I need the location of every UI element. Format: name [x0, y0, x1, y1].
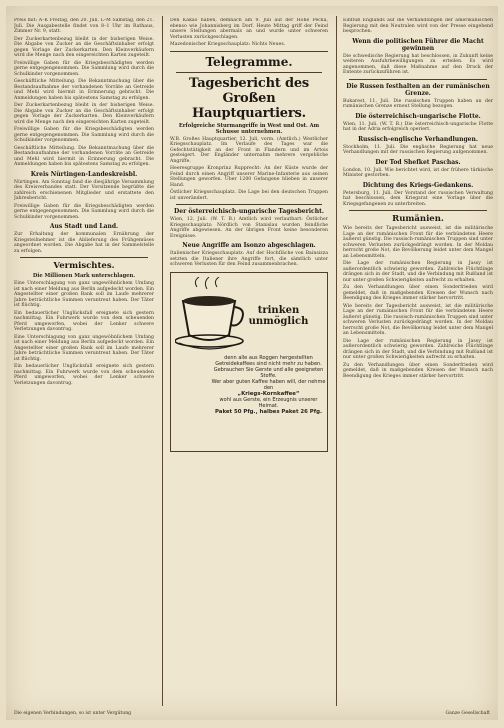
article-text: Die Lage der rumänischen Regierung in Jassy ist außerordentlich schwierig geworden. Zahlreiche Flüchtlinge drängen sich in der Stadt, und die Verbindung mit Rußland ist nur unter großen Schwierigkeiten aufrecht zu erhalten. — [343, 261, 493, 283]
article-text: Geschäftliche Mitteilung. Die Bekanntmachung über die Bestandsaufnahme der vorhandenen Vorräte an Getreide und Mehl wird hiermit in Erinnerung gebracht. Die Anmeldungen haben bis spätestens Samstag zu erfolgen. — [14, 79, 154, 101]
article-text: Petersburg, 11. Juli. Der Vorstand der russischen Verwaltung hat beschlossen, dem Kriegsrat eine Vorlage über die Kriegsgefangenen zu unterbreiten. — [343, 190, 493, 207]
article-text: Italienischer Kriegsschauplatz: Auf der Hochfläche von Bainsizza setzten die Italiener ihre Angriffe fort, die sämtlich unter schweren Verlusten für den Feind zusammenbrachen. — [170, 251, 328, 267]
section-heading: Aus Stadt und Land. — [49, 223, 119, 230]
article-text: Zur Erhaltung der kommunalen Ernährung der Kriegsteilnehmer ist die Ablieferung des Frühgemüses angeordnet worden. Die Abgabe hat in der Sammelstelle zu erfolgen. — [14, 232, 154, 254]
article-text: Freiwillige Gaben für die Kriegsbeschädigten werden gerne entgegengenommen. Die Sammlung wird durch die Schulkinder vorgenommen. — [14, 203, 154, 220]
divider — [349, 210, 487, 211]
ad-product-name: „Kriegs-Kornkaffee“ — [237, 390, 300, 397]
article-text: Die schwedische Regierung hat beschlossen, in Zukunft keine weiteren Ausfuhrbewilligungen zu erteilen. Es wird angenommen, daß diese Maßnahme auf den Druck der Entente zurückzuführen ist. — [343, 53, 493, 75]
article-text: Die Lage der rumänischen Regierung in Jassy ist außerordentlich schwierig geworden. Zahlreiche Flüchtlinge drängen sich in der Stadt, und die Verbindung mit Rußland ist nur unter großen Schwierigkeiten aufrecht zu erhalten. — [343, 338, 493, 360]
coffee-advertisement — [170, 272, 328, 452]
article-text: Zu den Verhandlungen über einen Sonderfrieden wird gemeldet, daß in maßgebenden Kreisen der Wunsch nach Beendigung des Krieges immer stärker hervortritt. — [343, 362, 493, 379]
ad-price: Paket 50 Pfg., halbes Paket 26 Pfg. — [215, 408, 322, 415]
article-text: Ein bedauerlicher Unglücksfall ereignete sich gestern nachmittag. Ein Fuhrwerk wurde von dem scheuenden Pferd umgeworfen, wobei der Lenker schwere Verletzungen davontrug. — [14, 364, 154, 386]
main-headline: Tagesbericht des Großen Hauptquartiers. — [188, 75, 310, 121]
ad-body-line: wohl aus Gerste, ein Erzeugnis unserer Heimat. — [219, 396, 318, 409]
section-heading: Dichtung des Kriegs-Gedankens. — [362, 181, 474, 189]
article-text: Freiwillige Gaben für die Kriegsbeschädigten werden gerne entgegengenommen. Die Sammlung wird durch die Schulkinder vorgenommen. — [14, 60, 154, 77]
ad-headline: trinken unmöglich — [248, 304, 309, 327]
article-text: Der Zuckerkartenbezug bleibt in der bisherigen Weise. Die Abgabe von Zucker an die Geschäftsinhaber erfolgt gegen Vorlage der Zuckerkarten. Den Kleinverkäufern wird die Menge nach den eingereichten Karten zugeteilt. — [14, 36, 154, 58]
article-text: Der Zuckerkartenbezug bleibt in der bisherigen Weise. Die Abgabe von Zucker an die Geschäftsinhaber erfolgt gegen Vorlage der Zuckerkarten. Den Kleinverkäufern wird die Menge nach den eingereichten Karten zugeteilt. — [14, 103, 154, 125]
article-text: Heeresgruppe Kronprinz Rupprecht: An der Küste wurde der Feind durch einen Angriff unserer Marine-Infanterie aus seinen Stellungen geworfen. Über 1200 Gefangene blieben in unserer Hand. — [170, 166, 328, 188]
column-right — [343, 18, 493, 706]
ad-text — [211, 355, 326, 415]
article-text: W.B. Großes Hauptquartier, 12. Juli, vorm. (Amtlich.) Westlicher Kriegsschauplatz. Im Verlaufe des Tages war die Gefechtstätigkeit an der Front in Flandern und im Artois gesteigert. Der Engländer unternahm mehrere vergebliche Angriffe. — [170, 136, 328, 164]
article-text: Wien, 12. Juli. (W. T. B.) Amtlich wird verlautbart: Östlicher Kriegsschauplatz: Nördlich von Stanislau wurden feindliche Angriffe abgewiesen. An der übrigen Front keine besonderen Ereignisse. — [170, 217, 328, 239]
article-text: Eine Unterschlagung von ganz ungewöhnlichem Umfang ist nach einer Meldung aus Berlin aufgedeckt worden. Ein Angestellter einer großen Bank soll im Laufe mehrerer Jahre beträchtliche Summen veruntreut haben. Der Täter ist flüchtig. — [14, 334, 154, 362]
article-text: Östlicher Kriegsschauplatz. Die Lage bei den deutschen Truppen ist unverändert. — [170, 190, 328, 201]
article-text: Wie bereits der Tagesbericht ausweist, ist die militärische Lage an der rumänischen Front für die verbündeten Heere äußerst günstig. Die russisch-rumänischen Truppen sind unter schweren Verlusten zurückgedrängt worden. In der Moldau herrscht große Not, die Bevölkerung leidet unter dem Mangel an Lebensmitteln. — [343, 226, 493, 259]
footer-right-text: Ganze Gesellschaft — [445, 711, 490, 716]
article-text: Einfluß Englands auf die Verhandlungen der amerikanischen Regierung mit den Neutralen wird von der Presse eingehend besprochen. — [343, 18, 493, 34]
article-text: Den Kakao haben, demnach am 9. Juli auf der Höhe Pecka, ebenso wie Johannisberg im Dorf. Heute Mittag griff der Feind unsere Stellungen abermals an und wurde unter schweren Verlusten zurückgeschlagen. — [170, 18, 328, 40]
article-subheading: Die Millionen Mark unterschlagen. — [32, 273, 136, 279]
ad-body-line: Wer aber guten Kaffee haben will, der nehme den — [211, 378, 326, 391]
footer-left-text: Die eigenen Verbindungen, so ist unter Vergütung — [14, 711, 132, 716]
divider — [176, 204, 322, 205]
section-heading: Telegramme. — [205, 54, 293, 69]
article-text: London, 10. Juli. Wie berichtet wird, ist der frühere türkische Minister gestorben. — [343, 167, 493, 178]
section-heading: Rumänien. — [392, 214, 444, 224]
article-text: Nürtingen. Am Sonntag fand die diesjährige Versammlung des Kreisverbandes statt. Der Vorsitzende begrüßte die zahlreich erschienenen Mitglieder und erstattete den Jahresbericht. — [14, 179, 154, 201]
article-text: Wie bereits der Tagesbericht ausweist, ist die militärische Lage an der rumänischen Front für die verbündeten Heere äußerst günstig. Die russisch-rumänischen Truppen sind unter schweren Verlusten zurückgedrängt worden. In der Moldau herrscht große Not, die Bevölkerung leidet unter dem Mangel an Lebensmitteln. — [343, 303, 493, 336]
section-heading: Die Russen festhalten an der rumänischen Grenze. — [346, 82, 490, 97]
page-footer — [14, 711, 490, 716]
divider — [176, 72, 322, 73]
article-text: Eine Unterschlagung von ganz ungewöhnlichem Umfang ist nach einer Meldung aus Berlin aufgedeckt worden. Ein Angestellter einer großen Bank soll im Laufe mehrerer Jahre beträchtliche Summen veruntreut haben. Der Täter ist flüchtig. — [14, 281, 154, 308]
section-heading: Der Tod Shefket Paschas. — [375, 158, 461, 166]
column-middle — [170, 18, 328, 706]
section-heading: Russisch-englische Verhandlungen. — [358, 135, 478, 143]
section-heading: Kreis Nürtingen-Landeskreisbl. — [30, 170, 138, 178]
article-text: Mazedonischer Kriegsschauplatz: Nichts Neues. — [170, 42, 286, 47]
article-text: Geschäftliche Mitteilung. Die Bekanntmachung über die Bestandsaufnahme der vorhandenen Vorräte an Getreide und Mehl wird hiermit in Erinnerung gebracht. Die Anmeldungen haben bis spätestens Samstag zu erfolgen. — [14, 145, 154, 167]
section-heading: Die österreichisch-ungarische Flotte. — [355, 112, 481, 120]
divider — [349, 79, 487, 80]
article-text: Ein bedauerlicher Unglücksfall ereignete sich gestern nachmittag. Ein Fuhrwerk wurde von dem scheuenden Pferd umgeworfen, wobei der Lenker schwere Verletzungen davontrug. — [14, 310, 154, 332]
article-text: Bukarest, 11. Juli. Die russischen Truppen haben an der rumänischen Grenze erneut Stellung bezogen. — [343, 98, 493, 109]
section-heading: Der österreichisch-ungarische Tagesbericht. — [174, 208, 324, 215]
article-text: Zu den Verhandlungen über einen Sonderfrieden wird gemeldet, daß in maßgebenden Kreisen der Wunsch nach Beendigung des Krieges immer stärker hervortritt. — [343, 285, 493, 301]
column-left — [14, 18, 154, 706]
article-text: Freiwillige Gaben für die Kriegsbeschädigten werden gerne entgegengenommen. Die Sammlung wird durch die Schulkinder vorgenommen. — [14, 127, 154, 143]
article-text: Wien, 11. Juli. (W. T. B.) Die österreichisch-ungarische Flotte hat in der Adria erfolgreich operiert. — [343, 121, 493, 132]
ad-body-line: denn alle aus Roggen hergestellten Getreidekaffees sind nicht mehr zu haben. Gebrauchen Sie Gerste und alle geeigneten Stoffe. — [213, 354, 324, 379]
section-heading: Neue Angriffe am Isonzo abgeschlagen. — [182, 242, 316, 249]
article-text: Preis mit: A–K Freitag, den 20. Juli. L–M Samstag, den 21. Juli. Die Ausgabestelle findet von 8–1 Uhr im Rathaus, Zimmer Nr. 9, statt. — [14, 18, 154, 34]
column-rule — [336, 16, 337, 706]
newspaper-page — [6, 6, 498, 720]
section-heading: Vermischtes. — [53, 261, 115, 271]
section-heading: Wenn die politischen Führer die Macht gewinnen — [352, 37, 484, 52]
divider — [20, 257, 148, 258]
article-text: Stockholm, 11. Juli. Die englische Regierung hat neue Verhandlungen mit der russischen Regierung aufgenommen. — [343, 144, 493, 155]
article-subheading: Erfolgreiche Sturmangriffe in West und Ost. Am Schusse unternehmen. — [178, 122, 320, 135]
divider — [170, 51, 328, 52]
column-rule — [162, 16, 163, 706]
